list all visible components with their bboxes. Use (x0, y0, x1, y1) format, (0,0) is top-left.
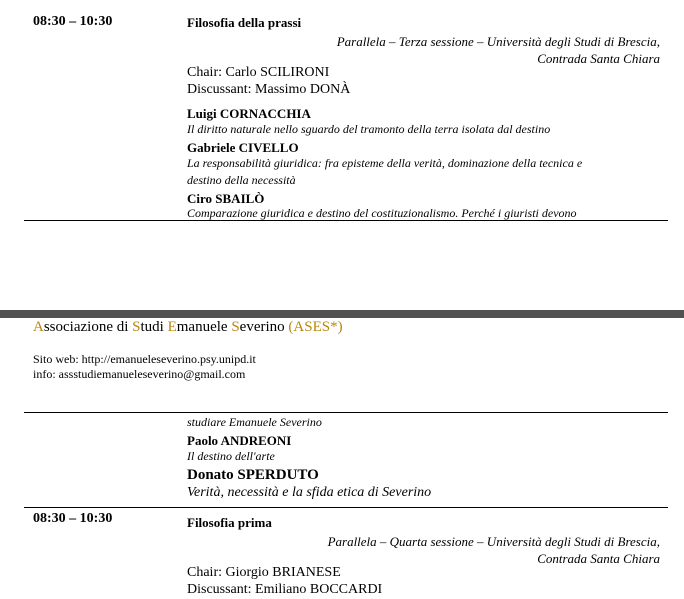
venue-line: Contrada Santa Chiara (537, 551, 660, 566)
title-word: tudi (140, 319, 168, 335)
talk-title (187, 155, 582, 189)
session-time: 08:30 – 10:30 (33, 511, 113, 526)
talk-title: Il diritto naturale nello sguardo del tramonto della terra isolata dal destino (187, 122, 551, 136)
title-word: everino (239, 319, 289, 335)
table-rule (24, 412, 668, 413)
title-word: ssociazione di (43, 319, 133, 335)
table-rule (24, 507, 668, 508)
session-time: 08:30 – 10:30 (33, 14, 113, 29)
initial-letter: S (231, 319, 240, 335)
venue-line: Parallela – Terza sessione – Università degli Studi di Brescia, (336, 34, 660, 49)
table-rule (24, 220, 668, 221)
speaker-name: Ciro SBAILÒ (187, 191, 265, 206)
speaker-name: Luigi CORNACCHIA (187, 106, 311, 121)
page-divider (0, 310, 684, 318)
association-title (33, 319, 343, 336)
speaker-name: Donato SPERDUTO (187, 467, 319, 483)
email-text: info: assstudiemanueleseverino@gmail.com (33, 367, 246, 381)
initial-letter: E (167, 319, 177, 335)
session-title: Filosofia prima (187, 515, 272, 530)
discussant: Discussant: Emiliano BOCCARDI (187, 582, 383, 597)
talk-title-line: La responsabilità giuridica: fra episteme della verità, dominazione della tecnica e (187, 156, 583, 170)
initial-letter: A (33, 319, 44, 335)
session-title: Filosofia della prassi (187, 15, 302, 30)
talk-title-continued: studiare Emanuele Severino (187, 415, 322, 429)
chair: Chair: Giorgio BRIANESE (187, 565, 341, 580)
session-venue (328, 533, 660, 567)
venue-line: Parallela – Quarta sessione – Università degli Studi di Brescia, (327, 534, 660, 549)
discussant: Discussant: Massimo DONÀ (187, 82, 351, 97)
session-venue (337, 33, 660, 67)
chair: Chair: Carlo SCILIRONI (187, 65, 330, 80)
speaker-name: Paolo ANDREONI (187, 433, 292, 448)
talk-title-line: destino della necessità (187, 173, 296, 187)
association-acronym: (ASES*) (288, 319, 343, 335)
website-text: Sito web: http://emanueleseverino.psy.unipd.it (33, 352, 256, 366)
talk-title: Il destino dell'arte (187, 449, 275, 463)
talk-title: Verità, necessità e la sfida etica di Severino (187, 485, 432, 500)
talk-title: Comparazione giuridica e destino del costituzionalismo. Perché i giuristi devono (187, 206, 577, 220)
title-word: manuele (176, 319, 232, 335)
speaker-name: Gabriele CIVELLO (187, 140, 299, 155)
venue-line: Contrada Santa Chiara (537, 51, 660, 66)
initial-letter: S (132, 319, 141, 335)
